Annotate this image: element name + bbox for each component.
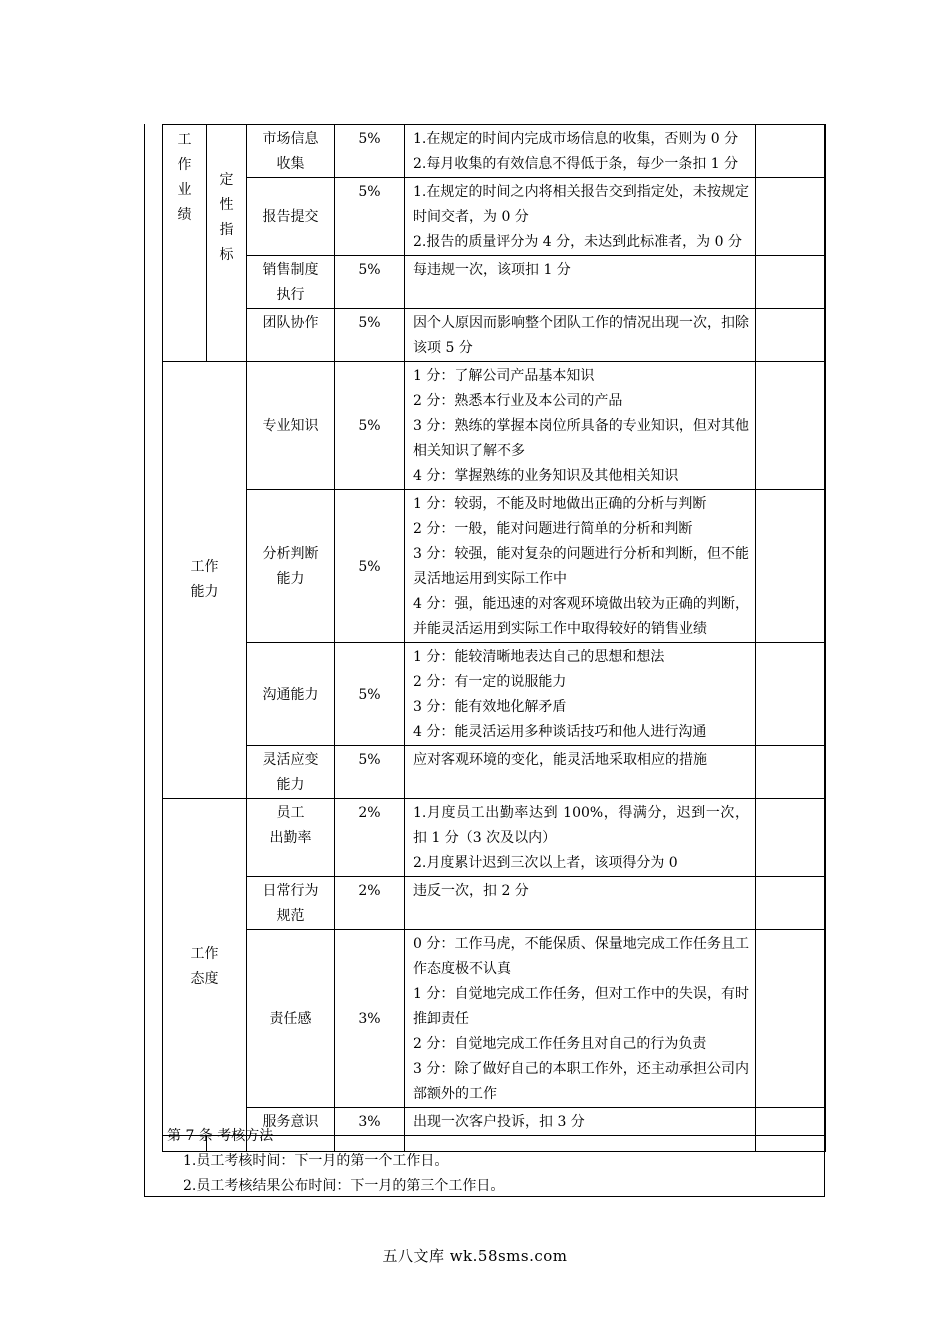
indicator-name bbox=[247, 256, 335, 309]
indicator-name bbox=[247, 178, 335, 256]
category-ability-label: 工作 bbox=[190, 559, 219, 575]
indicator-name-line: 专业知识 bbox=[262, 418, 319, 434]
score-cell bbox=[756, 309, 826, 362]
category-ability bbox=[163, 362, 247, 799]
indicator-name-line: 员工 bbox=[276, 805, 305, 821]
score-cell bbox=[756, 877, 826, 930]
criteria-line: 1.在规定的时间之内将相关报告交到指定处，未按规定时间交者，为 0 分 bbox=[413, 184, 749, 225]
criteria-line: 0 分：工作马虎，不能保质、保量地完成工作任务且工作态度极不认真 bbox=[413, 936, 749, 977]
indicator-name-line: 销售制度 bbox=[262, 262, 319, 278]
section-heading: 第 7 条 考核方法 bbox=[167, 1128, 274, 1144]
scoring-criteria bbox=[405, 490, 756, 643]
weight-value bbox=[335, 746, 405, 799]
indicator-name bbox=[247, 643, 335, 746]
category-qualitative bbox=[207, 125, 247, 362]
weight-value bbox=[335, 125, 405, 178]
scoring-criteria bbox=[405, 930, 756, 1108]
weight-value bbox=[335, 490, 405, 643]
weight-text: 5% bbox=[358, 131, 381, 147]
criteria-line: 因个人原因而影响整个团队工作的情况出现一次，扣除该项 5 分 bbox=[413, 315, 749, 356]
score-cell bbox=[756, 746, 826, 799]
criteria-line: 1 分：自觉地完成工作任务，但对工作中的失误，有时推卸责任 bbox=[413, 986, 749, 1027]
scoring-criteria bbox=[405, 125, 756, 178]
watermark: 五八文库 wk.58sms.com bbox=[382, 1247, 568, 1265]
weight-value bbox=[335, 799, 405, 877]
criteria-line: 应对客观环境的变化，能灵活地采取相应的措施 bbox=[413, 752, 707, 768]
criteria-line: 2.月度累计迟到三次以上者，该项得分为 0 bbox=[413, 855, 678, 871]
criteria-line: 3 分：能有效地化解矛盾 bbox=[413, 699, 567, 715]
category-attitude-label: 态度 bbox=[190, 971, 219, 987]
indicator-name-line: 责任感 bbox=[269, 1011, 312, 1027]
criteria-line: 1 分：能较清晰地表达自己的思想和想法 bbox=[413, 649, 665, 665]
criteria-line: 3 分：除了做好自己的本职工作外，还主动承担公司内部额外的工作 bbox=[413, 1061, 749, 1102]
indicator-name bbox=[247, 930, 335, 1108]
assessment-method bbox=[165, 1124, 504, 1199]
scoring-criteria bbox=[405, 746, 756, 799]
criteria-line: 3 分：熟练的掌握本岗位所具备的专业知识，但对其他相关知识了解不多 bbox=[413, 418, 749, 459]
criteria-line: 3 分：较强，能对复杂的问题进行分析和判断，但不能灵活地运用到实际工作中 bbox=[413, 546, 749, 587]
criteria-line: 1 分：了解公司产品基本知识 bbox=[413, 368, 595, 384]
indicator-name-line: 出勤率 bbox=[269, 830, 312, 846]
table-row bbox=[163, 362, 826, 490]
criteria-line: 1.月度员工出勤率达到 100%，得满分，迟到一次，扣 1 分（3 次及以内） bbox=[413, 805, 749, 846]
scoring-criteria bbox=[405, 178, 756, 256]
criteria-line: 2.报告的质量评分为 4 分，未达到此标准者，为 0 分 bbox=[413, 234, 742, 250]
assessment-table-body bbox=[163, 125, 826, 1152]
weight-text: 3% bbox=[358, 1114, 381, 1130]
criteria-line: 1.在规定的时间内完成市场信息的收集，否则为 0 分 bbox=[413, 131, 739, 147]
scoring-criteria bbox=[405, 362, 756, 490]
indicator-name-line: 收集 bbox=[276, 156, 305, 172]
indicator-name-line: 沟通能力 bbox=[262, 686, 319, 703]
assessment-table bbox=[162, 124, 826, 1152]
scoring-criteria bbox=[405, 877, 756, 930]
criteria-line: 4 分：掌握熟练的业务知识及其他相关知识 bbox=[413, 468, 679, 484]
indicator-name-line: 分析判断 bbox=[262, 546, 319, 562]
table-row bbox=[163, 490, 826, 643]
criteria-line: 每违规一次，该项扣 1 分 bbox=[413, 262, 571, 278]
score-cell bbox=[756, 930, 826, 1108]
table-row bbox=[163, 877, 826, 930]
category-performance-label: 工作业绩 bbox=[177, 132, 192, 223]
table-row bbox=[163, 309, 826, 362]
table-row bbox=[163, 799, 826, 877]
score-cell bbox=[756, 490, 826, 643]
criteria-line: 2 分：熟悉本行业及本公司的产品 bbox=[413, 393, 623, 409]
weight-text: 5% bbox=[358, 184, 381, 200]
score-cell bbox=[756, 643, 826, 746]
weight-text: 5% bbox=[358, 315, 381, 331]
criteria-line: 出现一次客户投诉，扣 3 分 bbox=[413, 1114, 585, 1130]
score-cell bbox=[756, 125, 826, 178]
scoring-criteria bbox=[405, 799, 756, 877]
score-cell bbox=[756, 256, 826, 309]
weight-text: 2% bbox=[358, 805, 381, 821]
criteria-line: 违反一次，扣 2 分 bbox=[413, 883, 529, 899]
category-attitude bbox=[163, 799, 247, 1136]
indicator-name-line: 团队协作 bbox=[262, 315, 319, 331]
scoring-criteria bbox=[405, 309, 756, 362]
criteria-line: 2.每月收集的有效信息不得低于条，每少一条扣 1 分 bbox=[413, 156, 739, 172]
weight-text: 5% bbox=[358, 262, 381, 278]
weight-text: 5% bbox=[358, 418, 381, 434]
indicator-name-line: 规范 bbox=[276, 908, 305, 924]
weight-value bbox=[335, 930, 405, 1108]
table-row bbox=[163, 178, 826, 256]
score-cell bbox=[756, 178, 826, 256]
indicator-name-line: 市场信息 bbox=[262, 131, 319, 147]
table-row bbox=[163, 256, 826, 309]
weight-text: 2% bbox=[358, 883, 381, 899]
indicator-name-line: 能力 bbox=[276, 571, 305, 587]
criteria-line: 4 分：强，能迅速的对客观环境做出较为正确的判断，并能灵活运用到实际工作中取得较好的销售业绩 bbox=[413, 596, 749, 637]
indicator-name bbox=[247, 309, 335, 362]
table-row bbox=[163, 746, 826, 799]
scoring-criteria bbox=[405, 256, 756, 309]
weight-text: 5% bbox=[358, 558, 381, 575]
indicator-name-line: 执行 bbox=[276, 287, 305, 303]
criteria-line: 1 分：较弱，不能及时地做出正确的分析与判断 bbox=[413, 496, 707, 512]
scoring-criteria bbox=[405, 643, 756, 746]
category-qualitative-label: 定性指标 bbox=[219, 172, 234, 263]
weight-text: 5% bbox=[358, 752, 381, 768]
indicator-name bbox=[247, 746, 335, 799]
document-page bbox=[144, 124, 825, 1197]
table-row bbox=[163, 643, 826, 746]
empty-cell bbox=[756, 1136, 826, 1152]
weight-text: 5% bbox=[358, 686, 381, 703]
criteria-line: 2 分：有一定的说服能力 bbox=[413, 674, 567, 690]
indicator-name-line: 日常行为 bbox=[262, 883, 319, 899]
score-cell bbox=[756, 799, 826, 877]
category-ability-label: 能力 bbox=[190, 584, 219, 600]
indicator-name-line: 服务意识 bbox=[262, 1114, 319, 1130]
score-cell bbox=[756, 362, 826, 490]
method-line-1: 1.员工考核时间：下一月的第一个工作日。 bbox=[183, 1153, 449, 1169]
weight-value bbox=[335, 178, 405, 256]
weight-value bbox=[335, 643, 405, 746]
indicator-name bbox=[247, 490, 335, 643]
indicator-name bbox=[247, 799, 335, 877]
category-performance bbox=[163, 125, 207, 362]
criteria-line: 2 分：一般，能对问题进行简单的分析和判断 bbox=[413, 521, 693, 537]
indicator-name bbox=[247, 125, 335, 178]
weight-value bbox=[335, 309, 405, 362]
indicator-name bbox=[247, 877, 335, 930]
indicator-name bbox=[247, 362, 335, 490]
indicator-name-line: 能力 bbox=[276, 777, 305, 793]
weight-value bbox=[335, 877, 405, 930]
indicator-name-line: 报告提交 bbox=[262, 209, 319, 225]
weight-value bbox=[335, 256, 405, 309]
weight-value bbox=[335, 362, 405, 490]
table-row bbox=[163, 125, 826, 178]
score-cell bbox=[756, 1108, 826, 1136]
method-line-2: 2.员工考核结果公布时间：下一月的第三个工作日。 bbox=[183, 1178, 505, 1194]
criteria-line: 2 分：自觉地完成工作任务且对自己的行为负责 bbox=[413, 1036, 707, 1052]
table-row bbox=[163, 930, 826, 1108]
criteria-line: 4 分：能灵活运用多种谈话技巧和他人进行沟通 bbox=[413, 724, 707, 740]
weight-text: 3% bbox=[358, 1011, 381, 1027]
category-attitude-label: 工作 bbox=[190, 946, 219, 962]
indicator-name-line: 灵活应变 bbox=[262, 752, 319, 768]
